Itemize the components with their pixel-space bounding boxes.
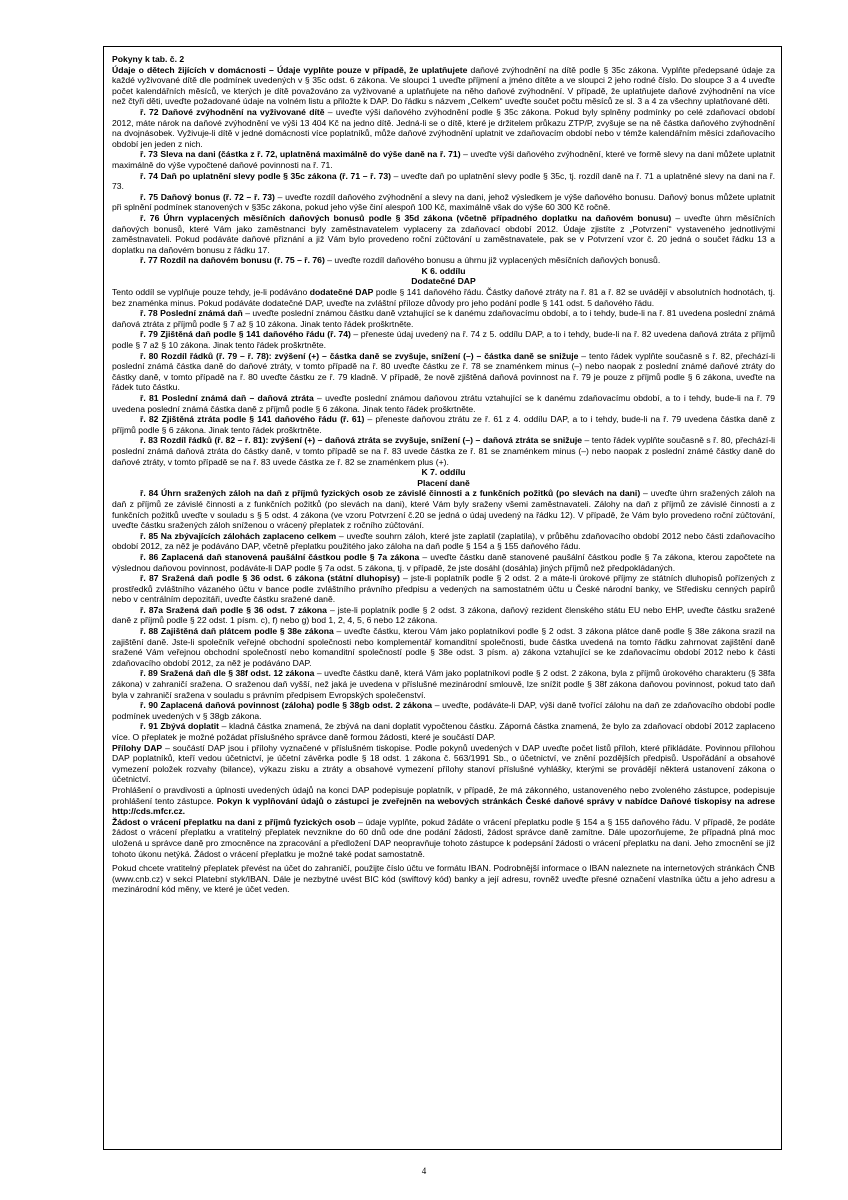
instruction-paragraph <box>112 308 775 329</box>
text: – jste-li poplatník podle § 2 odst. 2 a máte-li úrokové příjmy ze státních dluhopisů pořízených z prostředků zvláštního vázaného účtu v bance podle zvláštního právního předpisu a vedených na samostatném účtu u České národní banky, ve Středisku cenných papírů nebo v centrálním depozitáři, uveďte částku sražené daně. <box>112 573 775 605</box>
bold-text: ř. 75 Daňový bonus (ř. 72 – ř. 73) <box>140 191 275 202</box>
bold-text: Údaje o dětech žijících v domácnosti – Údaje vyplňte pouze v případě, že uplatňujete <box>112 64 468 75</box>
text: – uveďte výši daňového zvýhodnění podle § 35c zákona. Pokud byly splněny podmínky po celé zdaňovací období 2012, máte nárok na daňové zvýhodnění ve výši 13 404 Kč na jedno dítě. Jedná-li se o dítě, které je držitelem průkazu ZTP/P, zvyšuje se na ně částka daňového zvýhodnění na dvojnásobek. Vyživuje-li dítě v jedné domácnosti více poplatníků, může daňové zvýhodnění uplatnit ve zdaňovacím období nebo v témže kalendářním měsíci zdaňovacího období jen jeden z nich. <box>112 106 775 149</box>
bold-text: ř. 85 Na zbývajících zálohách zaplaceno celkem <box>140 530 337 541</box>
text: daňové zvýhodnění na dítě podle § 35c zákona. Vyplňte předepsané údaje za každé vyživované dítě dle podmínek uvedených v § 35c odst. 6 zákona. Ve sloupci 1 uveďte příjmení a jméno dítěte a ve sloupci 2 jeho rodné číslo. Do sloupce 3 a 4 uveďte počet kalendářních měsíců, ve kterých je dítě považováno za vyživované a uplatňujete na něho daňové zvýhodnění. V případě, že uplatňujete daňové zvýhodnění na více než čtyři děti, uveďte požadované údaje na volném listu a přiložte k DAP. Do řádku s názvem „Celkem“ uveďte součet počtu měsíců ze sl. 3 a 4 za všechny uplatňované děti. <box>112 64 776 107</box>
text: – uveďte úhrn měsíčních daňových bonusů, které Vám jako zaměstnanci byly zaměstnavatelem vyplaceny za zdaňovací období 2012. Údaje zjistíte z „Potvrzení“ vystaveného jednotlivými zaměstnavateli. Pokud podáváte daňové přiznání a již Vám bylo provedeno roční zúčtování u zaměstnavatele, pak se v Potvrzení vzor č. 20 jedná o součet řádku 13 a doplatku na daňovém bonusu z řádku 17. <box>112 212 775 255</box>
instruction-paragraph <box>112 351 775 393</box>
bold-text: K 6. oddílu <box>421 265 466 276</box>
instruction-paragraph <box>112 287 775 308</box>
instruction-paragraph <box>112 817 775 859</box>
text: – součástí DAP jsou i přílohy vyznačené v příslušném tiskopise. Podle pokynů uvedených v DAP uveďte počet listů příloh, které přikládáte. Povinnou přílohou DAP poplatníků, kteří vedou účetnictví, je účetní závěrka podle § 18 odst. 1 zákona č. 563/1991 Sb., o účetnictví, ve znění pozdějších předpisů. Uspořádání a obsahové vymezení položek rozvahy (bilance), výkazu zisku a ztráty a obsahové vymezení přílohy stanoví příslušné vyhlášky, kterými se provádějí některá ustanovení zákona o účetnictví. <box>112 742 775 785</box>
text: – uveďte úhrn sražených záloh na daň z příjmů ze závislé činnosti a z funkčních požitků (po slevách na dani), které Vám byly sraženy všemi zaměstnavateli. Zálohy na daň z příjmů ze závislé činnosti a z funkčních požitků uveďte v souladu s § 5 odst. 4 zákona (ve vzoru Potvrzení č.20 se jedná o údaj uvedený na řádku 12). V případě, že Vám bylo provedeno roční zúčtování, uveďte částku sražených záloh sníženou o vrácený přeplatek z ročního zúčtování. <box>112 488 775 531</box>
text: – uveďte částku daně stanovené paušální částkou podle § 7a zákona, kterou započtete na výslednou daňovou povinnost, podáváte-li DAP podle § 7a odst. 5 zákona, tj. v případě, že jste dosáhl (dosáhla) jiných příjmů než předpokládaných. <box>112 551 775 573</box>
bold-text: Dodatečné DAP <box>411 276 476 287</box>
instruction-paragraph <box>112 743 775 785</box>
text: – uveďte částku daně, která Vám jako poplatníkovi podle § 2 odst. 2 zákona, byla z příjmů úrokového charakteru (§ 38fa zákona) v zahraničí sražena. O sraženou daň vyšší, než jaká je uvedena v příslušné mezinárodní smlouvě, lze snížit podle § 38f zákona daňovou povinnost, pokud tato daň byla v zahraničí sražena v souladu s právním předpisem Evropských společenství. <box>112 668 775 700</box>
instruction-paragraph <box>112 414 775 435</box>
text: – jste-li poplatník podle § 2 odst. 3 zákona, daňový rezident členského státu EU nebo EHP, uveďte částku sražené daně z příjmů podle § 22 odst. 1 písm. c), f) nebo g) bod 1, 2, 4, 5, 6 nebo 12 zákona. <box>112 604 775 626</box>
bold-text: ř. 86 Zaplacená daň stanovená paušální částkou podle § 7a zákona <box>140 551 420 562</box>
instruction-paragraph <box>112 573 775 605</box>
text: – přeneste údaj uvedený na ř. 74 z 5. oddílu DAP, a to i tehdy, bude-li na ř. 82 uvedena daňová ztráta z příjmů podle § 7 až § 10 zákona. Jinak tento řádek proškrtněte. <box>112 329 775 351</box>
bold-text: ř. 77 Rozdíl na daňovém bonusu (ř. 75 – ř. 76) <box>140 255 325 266</box>
text: – tento řádek vyplňte současně s ř. 80, přechází-li poslední známá daňová ztráta do částky daně, v tomto případě se na ř. 83 uvede částka ze ř. 81 se znaménkem minus (–) nebo naopak z poslední známé částky daně do daňové ztráty, v tomto případě se na ř. 83 uvede částka ze ř. 82 se znaménkem plus (+). <box>112 435 775 467</box>
bold-text: dodatečné DAP <box>309 287 374 298</box>
bold-text: K 7. oddílu <box>421 467 466 478</box>
text: Pokud chcete vratitelný přeplatek převést na účet do zahraničí, použijte číslo účtu ve formátu IBAN. Podrobnější informace o IBAN naleznete na internetových stránkách ČNB (www.cnb.cz) v sekci Platební styk/IBAN. Dále je nezbytné uvést BIC kód (swiftový kód) banky a její adresu, rovněž uveďte přesné označení vlastníka účtu a jeho adresu a mezinárodní kód měny, ve které je účet veden. <box>112 863 775 895</box>
bold-text: ř. 89 Sražená daň dle § 38f odst. 12 zákona <box>140 668 315 679</box>
bold-text: ř. 73 Sleva na dani (částka z ř. 72, uplatněná maximálně do výše daně na ř. 71) <box>140 149 461 160</box>
text: – uveďte výši daňového zvýhodnění, které ve formě slevy na dani můžete uplatnit maximálně do výše vypočtené daňové povinnosti na ř. 71. <box>112 149 775 170</box>
instruction-paragraph <box>112 435 775 467</box>
bold-text: Žádost o vrácení přeplatku na dani z příjmů fyzických osob <box>112 816 356 827</box>
instruction-paragraph <box>112 668 775 700</box>
text: – přeneste daňovou ztrátu ze ř. 61 z 4. oddílu DAP, a to i tehdy, bude-li na ř. 79 uvedena částka daně z příjmů podle § 6 zákona. Jinak tento řádek proškrtněte. <box>112 414 775 435</box>
text: Tento oddíl se vyplňuje pouze tehdy, je-li podáváno <box>112 287 310 298</box>
bold-text: ř. 88 Zajištěná daň plátcem podle § 38e zákona <box>140 626 334 637</box>
bold-text: ř. 78 Poslední známá daň <box>140 308 243 319</box>
section-heading <box>112 467 775 478</box>
text: Prohlášení o pravdivosti a úplnosti uvedených údajů na konci DAP podepisuje poplatník, v případě, že má zákonného, ustanoveného nebo zvoleného zástupce, podepisuje prohlášení tento zástupce. <box>112 784 775 806</box>
bold-text: ř. 87a Sražená daň podle § 36 odst. 7 zákona <box>140 604 327 615</box>
instruction-paragraph <box>112 65 775 107</box>
text: – uveďte částku, kterou Vám jako poplatníkovi podle § 2 odst. 3 zákona plátce daně podle § 38e zákona srazil na zajištění daně. Jste-li společník veřejné obchodní společnosti nebo komplementář komanditní společnosti, bude částka uvedená na tomto řádku zahrnovat zajištění daně sražené Vám veřejnou obchodní společností nebo komanditní společností podle § 38e odst. 3 písm. a) zákona vztahující se ke zdaňovacímu období 2012 nebo k části zdaňovacího období 2012, za něž je podáváno DAP. <box>112 626 775 668</box>
instruction-paragraph <box>112 626 775 668</box>
section-heading <box>112 478 775 489</box>
bold-text: ř. 81 Poslední známá daň – daňová ztráta <box>140 393 314 403</box>
bold-text: ř. 84 Úhrn sražených záloh na daň z příjmů fyzických osob ze závislé činnosti a z funkčních požitků (po slevách na dani) <box>140 488 641 499</box>
text: – kladná částka znamená, že zbývá na dani doplatit vypočtenou částku. Záporná částka znamená, že bylo za zdaňovací období 2012 zaplaceno více. O přeplatek je možné požádat příslušného správce daně formou žádosti, které je součástí DAP. <box>112 721 775 742</box>
bold-text: ř. 91 Zbývá doplatit <box>140 721 219 732</box>
bold-text: Přílohy DAP <box>112 742 163 753</box>
text: – uveďte, podáváte-li DAP, výši daně tvořící zálohu na daň ze zdaňovacího období podle podmínek uvedených v § 38gb zákona. <box>112 700 775 721</box>
bold-text: ř. 82 Zjištěná ztráta podle § 141 daňového řádu (ř. 61) <box>140 414 365 425</box>
bold-text: ř. 76 Úhrn vyplacených měsíčních daňových bonusů podle § 35d zákona (včetně případného doplatku na daňovém bonusu) <box>140 212 672 223</box>
instruction-paragraph <box>112 785 775 817</box>
instruction-paragraph <box>112 192 775 213</box>
text: – uveďte daň po uplatnění slevy podle § 35c, tj. rozdíl daně na ř. 71 a uplatněné slevy na dani na ř. 73. <box>112 170 775 192</box>
instruction-paragraph <box>112 329 775 350</box>
instruction-paragraph <box>112 552 775 573</box>
instruction-paragraph <box>112 213 775 255</box>
bold-text: ř. 83 Rozdíl řádků (ř. 82 – ř. 81): zvýšení (+) – daňová ztráta se zvyšuje, snížení (–) – daňová ztráta se snižuje <box>140 435 582 446</box>
section-heading <box>112 266 775 277</box>
bold-text: ř. 87 Sražená daň podle § 36 odst. 6 zákona (státní dluhopisy) <box>140 573 400 584</box>
bold-text: ř. 72 Daňové zvýhodnění na vyživované dítě <box>140 106 325 117</box>
page-number: 4 <box>421 1166 427 1176</box>
instruction-paragraph <box>112 488 775 530</box>
instructions-frame <box>103 46 782 1150</box>
instructions-text <box>112 54 775 895</box>
instruction-paragraph <box>112 700 775 721</box>
instruction-paragraph <box>112 171 775 192</box>
instruction-paragraph <box>112 863 775 895</box>
bold-text: Pokyny k tab. č. 2 <box>112 54 185 64</box>
instruction-paragraph <box>112 721 775 742</box>
bold-text: Pokyn k vyplňování údajů o zástupci je zveřejněn na webových stránkách České daňové správy v nabídce Daňové tiskopisy na adrese http://cds.mfcr.cz. <box>112 795 775 817</box>
bold-text: ř. 90 Zaplacená daňová povinnost (záloha) podle § 38gb odst. 2 zákona <box>140 700 433 711</box>
table-heading <box>112 54 775 65</box>
bold-text: ř. 79 Zjištěná daň podle § 141 daňového řádu (ř. 74) <box>140 329 351 340</box>
bold-text: Placení daně <box>417 477 470 488</box>
section-heading <box>112 276 775 287</box>
instruction-paragraph <box>112 107 775 149</box>
text: podle § 141 daňového řádu. Částky daňové ztráty na ř. 81 a ř. 82 se uvádějí v absolutních hodnotách, tj. bez znaménka minus. Pokud podáváte dodatečné DAP, uveďte na zvláštní příloze důvody pro jeho podání podle § 141 odst. 5 daňového řádu. <box>112 287 775 308</box>
text: – uveďte rozdíl daňového bonusu a úhrnu již vyplacených měsíčních daňových bonusů. <box>324 255 661 266</box>
text: – uveďte poslední známou částku daně vztahující se k danému zdaňovacímu období, a to i tehdy, bude-li na ř. 81 uvedena poslední známá daňová ztráta z příjmů podle § 7 až § 10 zákona. Jinak tento řádek proškrtněte. <box>112 308 775 329</box>
instruction-paragraph <box>112 531 775 552</box>
text: – uveďte souhrn záloh, které jste zaplatil (zaplatila), v průběhu zdaňovacího období 2012 nebo části zdaňovacího období 2012, za něž je podáváno DAP, včetně přeplatku použitého jako záloha na daň podle § 154 a § 155 daňového řádu. <box>112 530 775 552</box>
text: – tento řádek vyplňte současně s ř. 82, přechází-li poslední známá částka daně do daňové ztráty, v tomto případě na ř. 80 uveďte částku ze ř. 78 se znaménkem minus (–) nebo naopak z poslední známé daňové ztráty do částky daně, v tomto případě na ř. 80 uveďte částku ze ř. 79 kladně. V případě, že nově zjištěná daňová povinnost na ř. 79 je pouze z příjmů podle § 6 zákona, uveďte na řádek tuto částku. <box>112 350 775 393</box>
text: – uveďte rozdíl daňového zvýhodnění a slevy na dani, jehož výsledkem je výše daňového bonusu. Daňový bonus můžete uplatnit při splnění podmínek stanovených v §35c zákona, pokud jeho výše činí alespoň 100 Kč, maximálně však do výše 60 300 Kč ročně. <box>112 191 775 213</box>
instruction-paragraph <box>112 255 775 266</box>
bold-text: ř. 80 Rozdíl řádků (ř. 79 – ř. 78): zvýšení (+) – částka daně se zvyšuje, snížení (–) – částka daně se snižuje <box>140 350 579 361</box>
text: – uveďte poslední známou daňovou ztrátu vztahující se k danému zdaňovacímu období, a to i tehdy, bude-li na ř. 79 uvedena poslední známá částka daně z příjmů podle § 6 zákona. Jinak tento řádek proškrtněte. <box>112 393 775 414</box>
instruction-paragraph <box>112 393 775 414</box>
bold-text: ř. 74 Daň po uplatnění slevy podle § 35c zákona (ř. 71 – ř. 73) <box>140 170 391 181</box>
instruction-paragraph <box>112 605 775 626</box>
instruction-paragraph <box>112 149 775 170</box>
text: – údaje vyplňte, pokud žádáte o vrácení přeplatku podle § 154 a § 155 daňového řádu. V případě, že podáte žádost o vrácení přeplatku a vratitelný přeplatek nevznikne do 60 dnů ode dne podání žádosti, žádost správce daně zamítne. Dále upozorňujeme, že případná plná moc uložená u správce daně pro zmocněnce na zpracování a předložení DAP neopravňuje tohoto zástupce k podepsání žádosti o vrácení přeplatku na dani. Jeho zmocnění se jíž tohoto úkonu netýká. Žádost o vrácení přeplatku je možné také podat samostatně. <box>112 816 775 859</box>
